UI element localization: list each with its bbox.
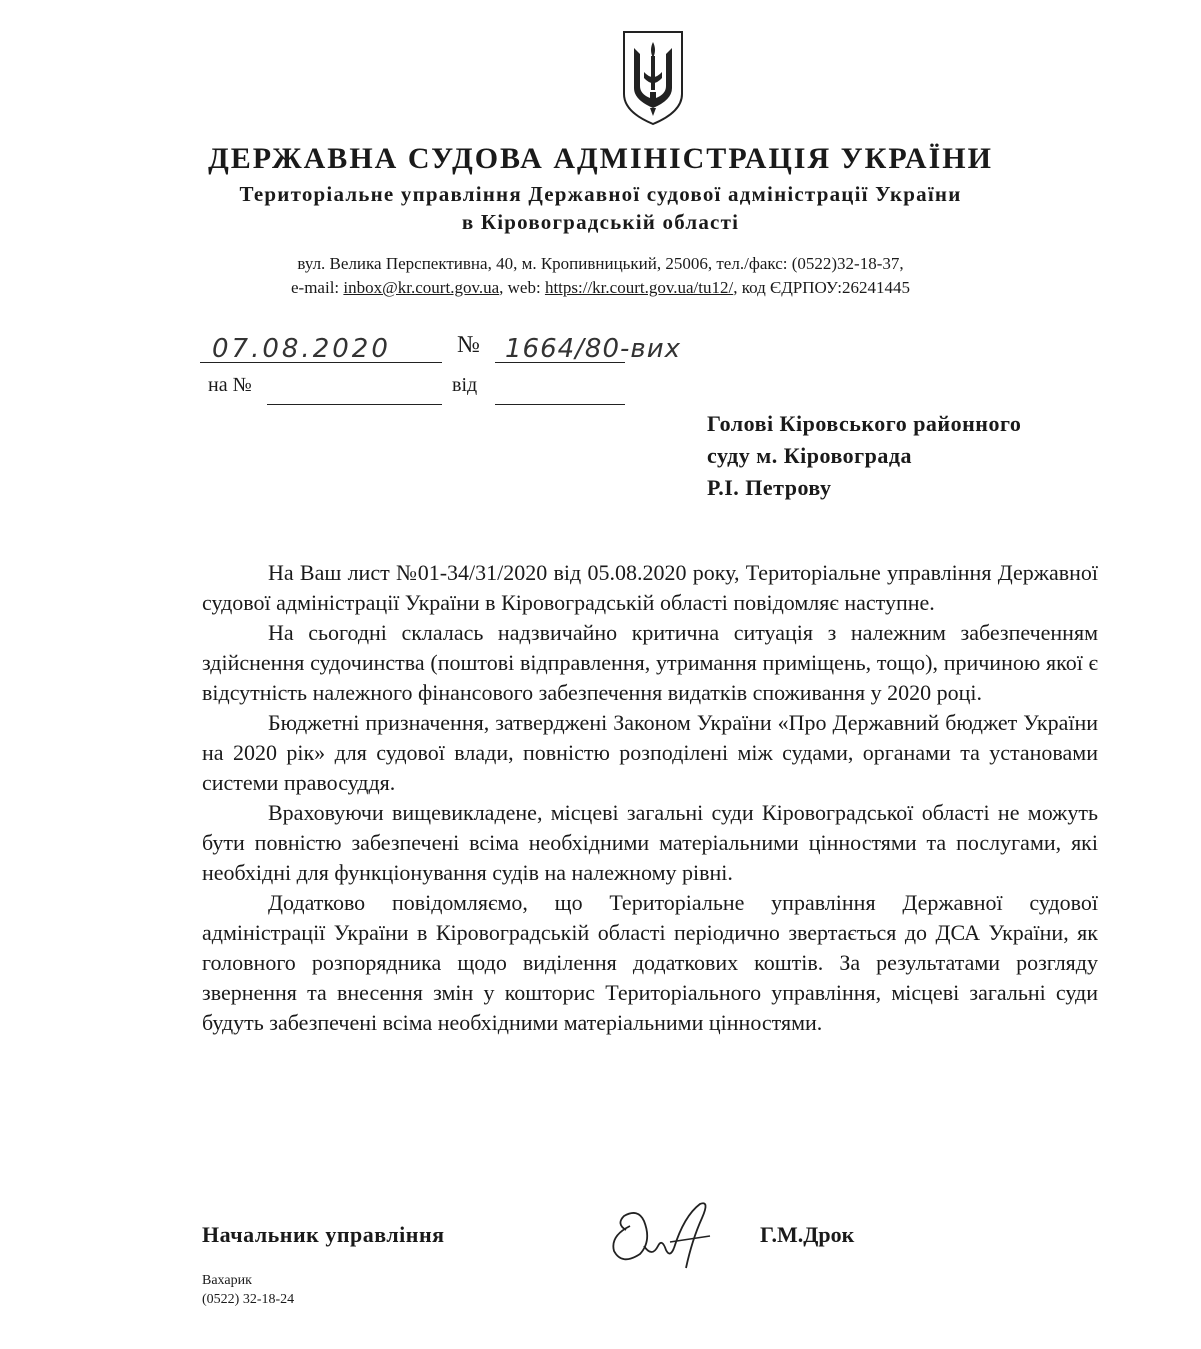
signatory-name: Г.М.Дрок bbox=[760, 1222, 855, 1247]
trident-coat-of-arms-icon bbox=[620, 28, 686, 128]
contact-block bbox=[0, 252, 1201, 300]
addressee-line3: Р.І. Петрову bbox=[707, 475, 832, 500]
email-label: e-mail: bbox=[291, 278, 340, 297]
paragraph: Бюджетні призначення, затверджені Законом України «Про Державний бюджет України на 2020 рік» для судової влади, повністю розподілені між судами, органами та установами системи правосуддя. bbox=[202, 710, 1098, 795]
ref-number-line bbox=[267, 404, 442, 405]
address-line: вул. Велика Перспективна, 40, м. Кропивницький, 25006, тел./факс: (0522)32-18-37, bbox=[297, 254, 904, 273]
contact-line bbox=[0, 276, 1201, 300]
paragraph: На сьогодні склалась надзвичайно критична ситуація з належним забезпеченням здійснення судочинства (поштові відправлення, утримання приміщень, тощо), причиною якої є відсутність належного фінансового забезпечення видатків споживання у 2020 році. bbox=[202, 620, 1098, 705]
executor-phone: (0522) 32-18-24 bbox=[202, 1292, 295, 1307]
outgoing-date: 07.08.2020 bbox=[212, 334, 391, 364]
paragraph: На Ваш лист №01-34/31/2020 від 05.08.2020 року, Територіальне управління Державної судової адміністрації України в Кіровоградській області повідомляє наступне. bbox=[202, 560, 1098, 615]
date-underline bbox=[200, 362, 442, 363]
org-subtitle bbox=[0, 180, 1201, 236]
email-link[interactable]: inbox@kr.court.gov.ua bbox=[343, 278, 500, 297]
edrpou-code: , код ЄДРПОУ:26241445 bbox=[733, 278, 910, 297]
paragraph: Враховуючи вищевикладене, місцеві загальні суди Кіровоградської області не можуть бути повністю забезпечені всіма необхідними матеріальними цінностями та послугами, які необхідні для функціонування судів на належному рівні. bbox=[202, 800, 1098, 885]
web-link[interactable]: https://kr.court.gov.ua/tu12/ bbox=[544, 278, 734, 297]
org-subtitle-line2: в Кіровоградській області bbox=[461, 210, 740, 234]
addressee-line2: суду м. Кіровограда bbox=[707, 443, 913, 468]
number-underline bbox=[495, 362, 625, 363]
addressee-block bbox=[707, 408, 1021, 504]
outgoing-number: 1664/80-вих bbox=[505, 334, 682, 364]
ref-date-line bbox=[495, 404, 625, 405]
executor-block bbox=[202, 1271, 294, 1309]
handwritten-signature-icon bbox=[600, 1196, 725, 1276]
org-subtitle-line1: Територіальне управління Державної судової адміністрації України bbox=[239, 182, 962, 206]
web-label: , web: bbox=[499, 278, 541, 297]
signatory-title: Начальник управління bbox=[202, 1222, 445, 1247]
number-sign: № bbox=[457, 332, 480, 358]
org-name: ДЕРЖАВНА СУДОВА АДМІНІСТРАЦІЯ УКРАЇНИ bbox=[208, 142, 993, 175]
addressee-line1: Голові Кіровського районного bbox=[707, 411, 1022, 436]
letter-body bbox=[202, 558, 1098, 1038]
ref-date-label: від bbox=[452, 374, 478, 396]
ref-number-label: на № bbox=[208, 374, 252, 396]
executor-name: Вахарик bbox=[202, 1273, 252, 1288]
paragraph: Додатково повідомляємо, що Територіальне управління Державної судової адміністрації України в Кіровоградській області періодично звертається до ДСА України, як головного розпорядника щодо виділення додаткових коштів. За результатами розгляду звернення та внесення змін у кошторис Територіального управління, місцеві загальні суди будуть забезпечені всіма необхідними матеріальними цінностями. bbox=[202, 890, 1098, 1035]
